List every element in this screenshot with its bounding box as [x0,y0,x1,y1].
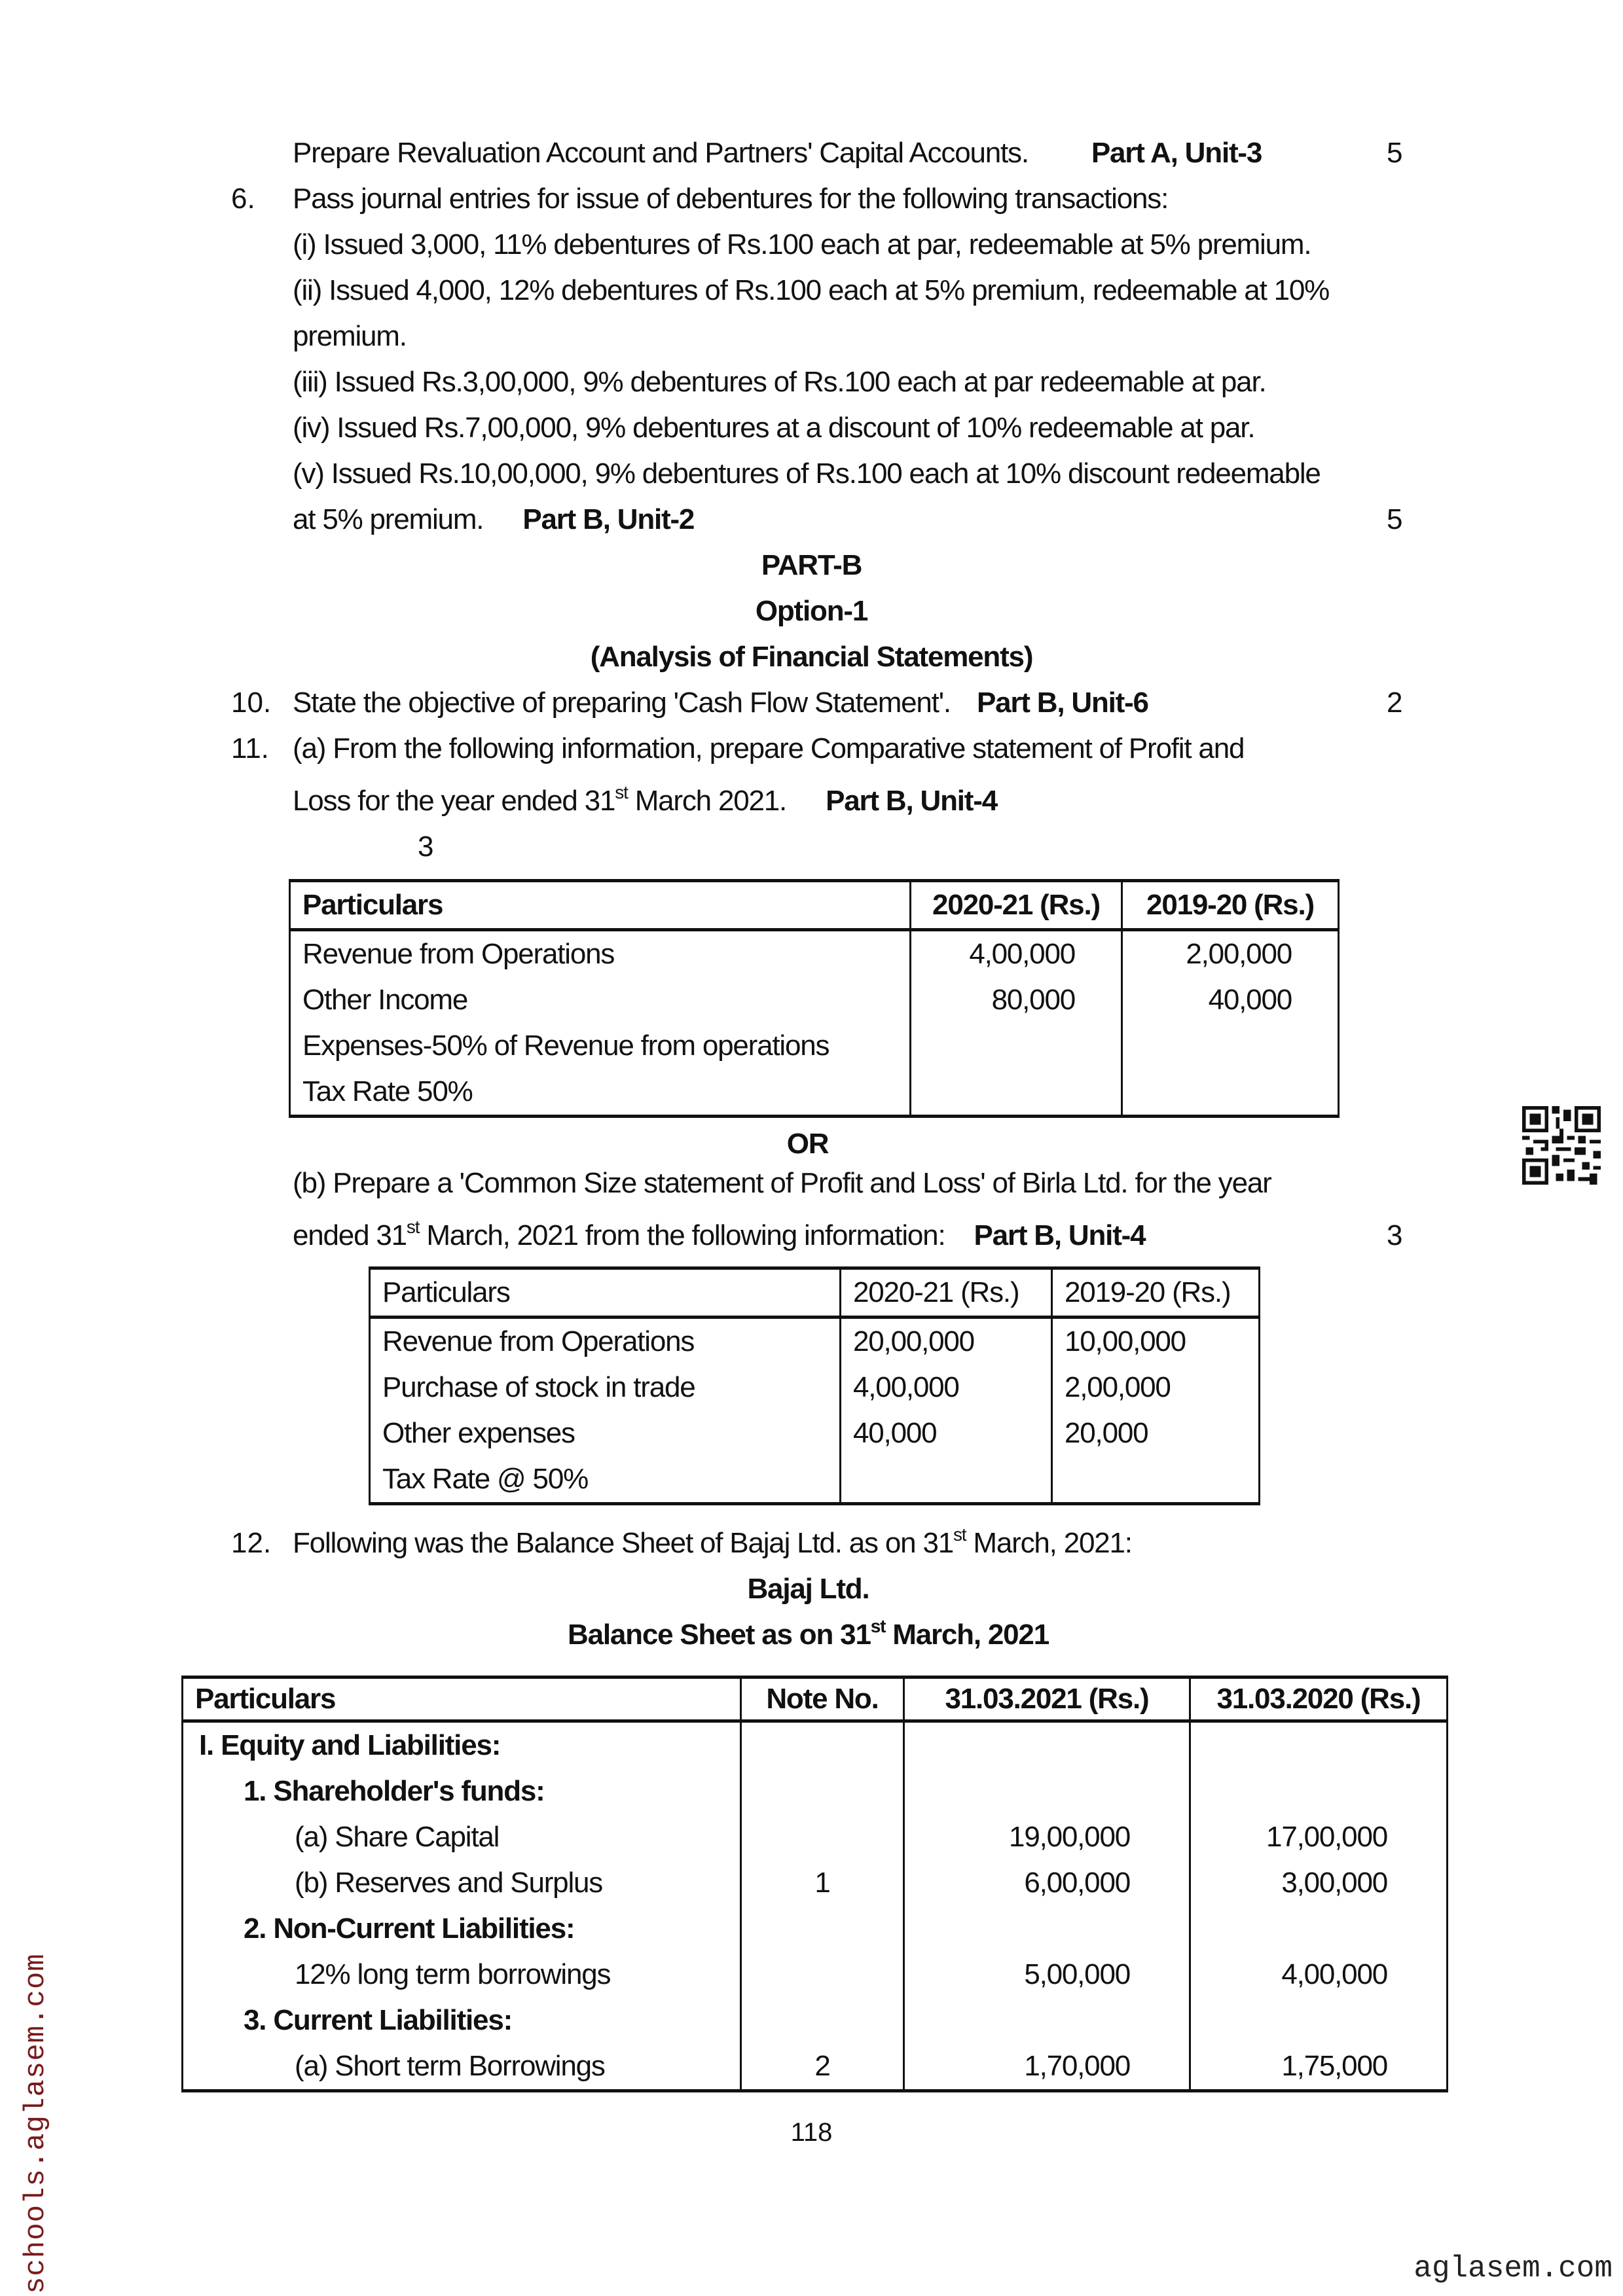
q11a-line-1: (a) From the following information, prepare Comparative statement of Profit and [293,732,1245,764]
table-row [370,1456,1260,1504]
table-row [183,1998,1448,2043]
cell-value [1190,1906,1448,1952]
comparative-pl-table [289,879,1340,1118]
q11b-marks: 3 [1387,1219,1403,1251]
q6-item-5-cont: at 5% premium. [293,503,484,535]
q6-item-1: (i) Issued 3,000, 11% debentures of Rs.100 each at par, redeemable at 5% premium. [293,228,1311,260]
cell-value: 40,000 [841,1410,1052,1456]
option-heading: Option-1 [755,595,868,627]
q6-item-2-cont: premium. [293,320,407,352]
side-watermark: schools.aglasem.com [20,1953,52,2294]
table-row [290,1069,1339,1117]
cell-note: 1 [741,1860,904,1906]
section-label-current-liabilities: 3. Current Liabilities: [183,1998,741,2043]
q6-item-2: (ii) Issued 4,000, 12% debentures of Rs.100 each at 5% premium, redeemable at 10% [293,274,1330,306]
q10-ref: Part B, Unit-6 [976,687,1148,719]
cell-note [741,1768,904,1814]
balance-sheet-title [0,1617,1620,1653]
row-label-long-term-borrowings: 12% long term borrowings [183,1952,741,1998]
q5-tail-line [293,135,1262,171]
cell-value: 40,000 [1122,977,1339,1023]
cell-label: Other expenses [370,1410,841,1456]
page-number: 118 [790,2118,833,2147]
cell-note [741,1998,904,2043]
q6-number: 6. [231,183,255,215]
cell-value: 1,75,000 [1190,2043,1448,2091]
table-row [183,1814,1448,1860]
row-label-share-capital: (a) Share Capital [183,1814,741,1860]
q5-tail-marks: 5 [1387,137,1403,169]
cell-value: 17,00,000 [1190,1814,1448,1860]
superscript: st [615,782,628,802]
q6-item-5-cont-line [293,501,694,538]
bs-title-text: Balance Sheet as on 31 [568,1619,871,1651]
cell-value [911,1023,1122,1069]
part-heading: PART-B [761,549,862,581]
row-label-reserves-surplus: (b) Reserves and Surplus [183,1860,741,1906]
table-row [183,1952,1448,1998]
cell-note [741,1814,904,1860]
cell-value [841,1456,1052,1504]
cell-value: 4,00,000 [911,930,1122,978]
superscript: st [953,1524,966,1545]
col-header-2020-21: 2020-21 (Rs.) [841,1268,1052,1318]
col-header-particulars: Particulars [290,881,911,930]
table-row [370,1365,1260,1410]
cell-label: Tax Rate 50% [290,1069,911,1117]
q11a-line-2-text-end: March 2021. [627,785,787,817]
cell-label: Tax Rate @ 50% [370,1456,841,1504]
cell-value [1190,1721,1448,1769]
cell-label: Expenses-50% of Revenue from operations [290,1023,911,1069]
cell-value: 1,70,000 [904,2043,1190,2091]
cell-value [1052,1456,1260,1504]
cell-value: 2,00,000 [1052,1365,1260,1410]
cell-note: 2 [741,2043,904,2091]
cell-value [1122,1023,1339,1069]
q11b-ref: Part B, Unit-4 [974,1219,1146,1251]
section-label-non-current-liabilities: 2. Non-Current Liabilities: [183,1906,741,1952]
q12-number: 12. [231,1527,272,1559]
q6-item-3: (iii) Issued Rs.3,00,000, 9% debentures of Rs.100 each at par redeemable at par. [293,366,1266,398]
or-separator: OR [786,1128,829,1160]
cell-value: 20,00,000 [841,1318,1052,1365]
table-row [370,1410,1260,1456]
bottom-watermark: aglasem.com [1413,2251,1613,2286]
cell-value: 3,00,000 [1190,1860,1448,1906]
cell-value: 6,00,000 [904,1860,1190,1906]
section-label-shareholders-funds: 1. Shareholder's funds: [183,1768,741,1814]
table-row [290,977,1339,1023]
q11b-line-2 [293,1217,1145,1254]
table-row [290,930,1339,978]
cell-value [1122,1069,1339,1117]
cell-label: Purchase of stock in trade [370,1365,841,1410]
q10-number: 10. [231,687,272,719]
cell-note [741,1721,904,1769]
table-row [290,1023,1339,1069]
balance-sheet-table [181,1676,1448,2092]
superscript: st [406,1217,420,1237]
bs-title-text-end: March, 2021 [885,1619,1049,1651]
q12-text-end: March, 2021: [966,1527,1132,1559]
cell-value: 19,00,000 [904,1814,1190,1860]
cell-value [911,1069,1122,1117]
q11b-line-2-text-end: March, 2021 from the following information: [419,1219,945,1251]
cell-value [904,1721,1190,1769]
q5-tail-text: Prepare Revaluation Account and Partners' Capital Accounts. [293,137,1029,169]
q11a-line-2-text: Loss for the year ended 31 [293,785,615,817]
cell-value: 2,00,000 [1122,930,1339,978]
q11-number: 11. [231,732,269,764]
cell-note [741,1906,904,1952]
q10-line [293,685,1148,721]
cell-value: 4,00,000 [1190,1952,1448,1998]
cell-label: Revenue from Operations [370,1318,841,1365]
cell-value: 20,000 [1052,1410,1260,1456]
table-row [183,1721,1448,1769]
q10-marks: 2 [1387,687,1403,719]
table-row [370,1318,1260,1365]
q6-item-5: (v) Issued Rs.10,00,000, 9% debentures of Rs.100 each at 10% discount redeemable [293,457,1321,490]
q5-tail-ref: Part A, Unit-3 [1091,137,1262,169]
table-header-row [370,1268,1260,1318]
col-header-2020: 31.03.2020 (Rs.) [1190,1677,1448,1721]
q6-marks: 5 [1387,503,1403,535]
cell-value [904,1906,1190,1952]
col-header-particulars: Particulars [183,1677,741,1721]
row-label-short-term-borrowings: (a) Short term Borrowings [183,2043,741,2091]
q6-intro: Pass journal entries for issue of debentures for the following transactions: [293,183,1169,215]
q11a-line-2 [293,783,997,819]
company-name: Bajaj Ltd. [747,1573,869,1605]
col-header-particulars: Particulars [370,1268,841,1318]
cell-value: 10,00,000 [1052,1318,1260,1365]
table-row [183,2043,1448,2091]
q11a-marks: 3 [418,831,434,863]
q11b-line-1: (b) Prepare a 'Common Size statement of Profit and Loss' of Birla Ltd. for the year [293,1167,1271,1199]
cell-value: 80,000 [911,977,1122,1023]
cell-label: Revenue from Operations [290,930,911,978]
q11a-ref: Part B, Unit-4 [826,785,997,817]
col-header-note-no: Note No. [741,1677,904,1721]
superscript: st [870,1616,886,1636]
q11b-line-2-text: ended 31 [293,1219,407,1251]
qr-code-icon [1522,1106,1601,1185]
cell-value: 5,00,000 [904,1952,1190,1998]
col-header-2020-21: 2020-21 (Rs.) [911,881,1122,930]
cell-label: Other Income [290,977,911,1023]
table-header-row [183,1677,1448,1721]
table-row [183,1906,1448,1952]
cell-value [1190,1768,1448,1814]
q6-item-4: (iv) Issued Rs.7,00,000, 9% debentures at a discount of 10% redeemable at par. [293,412,1255,444]
col-header-2019-20: 2019-20 (Rs.) [1122,881,1339,930]
q12-text: Following was the Balance Sheet of Bajaj Ltd. as on 31 [293,1527,953,1559]
cell-value: 4,00,000 [841,1365,1052,1410]
common-size-pl-table [369,1266,1260,1505]
q10-text: State the objective of preparing 'Cash Flow Statement'. [293,687,951,719]
col-header-2019-20: 2019-20 (Rs.) [1052,1268,1260,1318]
table-row [183,1860,1448,1906]
table-row [183,1768,1448,1814]
q6-ref: Part B, Unit-2 [522,503,695,535]
q12-line [293,1525,1132,1562]
table-header-row [290,881,1339,930]
col-header-2021: 31.03.2021 (Rs.) [904,1677,1190,1721]
cell-value [904,1768,1190,1814]
cell-note [741,1952,904,1998]
subject-heading: (Analysis of Financial Statements) [590,641,1033,673]
cell-value [904,1998,1190,2043]
section-label-equity-liabilities: I. Equity and Liabilities: [183,1721,741,1769]
cell-value [1190,1998,1448,2043]
